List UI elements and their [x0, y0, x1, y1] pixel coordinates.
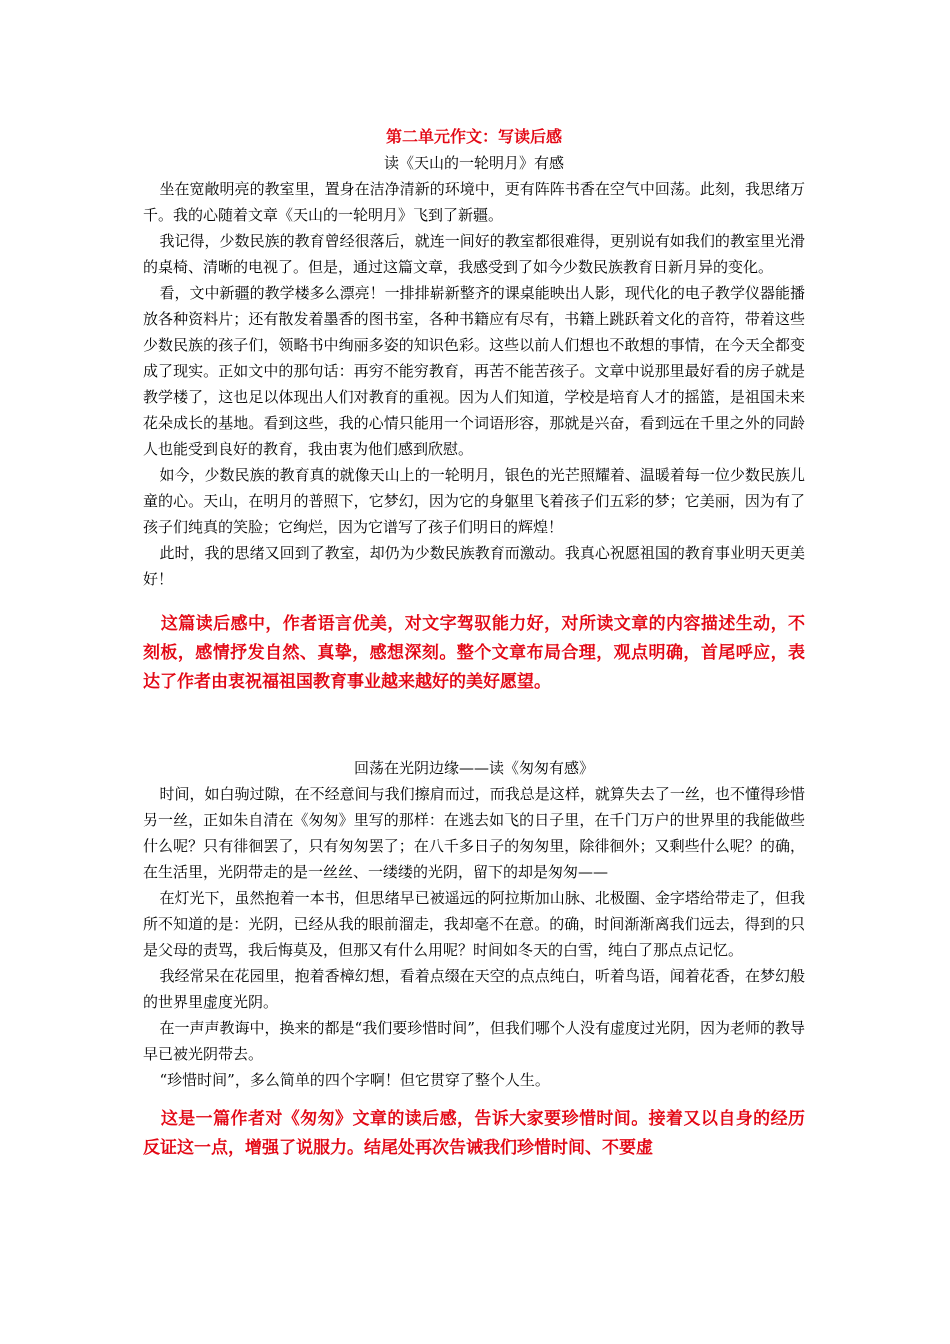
essay1-paragraph: 如今，少数民族的教育真的就像天山上的一轮明月，银色的光芒照耀着、温暖着每一位少数民族儿童的心。天山，在明月的普照下，它梦幻，因为它的身躯里飞着孩子们五彩的梦；它美丽，因为有了孩子们纯真的笑脸；它绚烂，因为它谱写了孩子们明日的辉煌！: [143, 466, 805, 536]
essay2-subtitle: 回荡在光阴边缘——读《匆匆有感》: [353, 759, 594, 777]
essay2-paragraph: 在灯光下，虽然抱着一本书，但思绪早已被遥远的阿拉斯加山脉、北极圈、金字塔给带走了，但我所不知道的是：光阴，已经从我的眼前溜走，我却毫不在意。的确，时间渐渐离我们远去，得到的只是父母的责骂，我后悔莫及，但那又有什么用呢？时间如冬天的白雪，纯白了那点点记忆。: [143, 889, 805, 959]
essay1-paragraph: 我记得，少数民族的教育曾经很落后，就连一间好的教室都很难得，更别说有如我们的教室里光滑的桌椅、清晰的电视了。但是，通过这篇文章，我感受到了如今少数民族教育日新月异的变化。: [143, 232, 805, 276]
essay2-paragraph: 在一声声教诲中，换来的都是“我们要珍惜时间”，但我们哪个人没有虚度过光阴，因为老师的教导早已被光阴带去。: [143, 1019, 805, 1063]
essay2-comment: 这是一篇作者对《匆匆》文章的读后感，告诉大家要珍惜时间。接着又以自身的经历反证这一点，增强了说服力。结尾处再次告诫我们珍惜时间、不要虚: [143, 1109, 805, 1158]
essay1-paragraph: 坐在宽敞明亮的教室里，置身在洁净清新的环境中，更有阵阵书香在空气中回荡。此刻，我思绪万千。我的心随着文章《天山的一轮明月》飞到了新疆。: [143, 180, 805, 224]
page-title: 第二单元作文：写读后感: [385, 127, 562, 146]
essay2-paragraph: 我经常呆在花园里，抱着香樟幻想，看着点缀在天空的点点纯白，听着鸟语，闻着花香，在梦幻般的世界里虚度光阴。: [143, 967, 805, 1011]
essay1-paragraph: 此时，我的思绪又回到了教室，却仍为少数民族教育而激动。我真心祝愿祖国的教育事业明天更美好！: [143, 544, 805, 588]
spacer: [143, 592, 805, 610]
essay1-comment: 这篇读后感中，作者语言优美，对文字驾驭能力好，对所读文章的内容描述生动，不刻板，感情抒发自然、真挚，感想深刻。整个文章布局合理，观点明确，首尾呼应，表达了作者由衷祝福祖国教育事业越来越好的美好愿望。: [143, 614, 805, 692]
spacer: [143, 1093, 805, 1105]
spacer: [143, 697, 805, 755]
essay2-paragraph: “珍惜时间”，多么简单的四个字啊！但它贯穿了整个人生。: [159, 1071, 550, 1089]
document-page: [143, 124, 805, 1163]
essay1-subtitle: 读《天山的一轮明月》有感: [383, 154, 564, 172]
essay2-paragraph: 时间，如白驹过隙，在不经意间与我们擦肩而过，而我总是这样，就算失去了一丝，也不懂得珍惜另一丝，正如朱自清在《匆匆》里写的那样：在逃去如飞的日子里，在千门万户的世界里的我能做些什么呢？只有徘徊罢了，只有匆匆罢了；在八千多日子的匆匆里，除徘徊外；又剩些什么呢？的确，在生活里，光阴带走的是一丝丝、一缕缕的光阴，留下的却是匆匆——: [143, 785, 805, 881]
essay1-paragraph: 看，文中新疆的教学楼多么漂亮！一排排崭新整齐的课桌能映出人影，现代化的电子教学仪器能播放各种资料片；还有散发着墨香的图书室，各种书籍应有尽有，书籍上跳跃着文化的音符，带着这些少数民族的孩子们，领略书中绚丽多姿的知识色彩。这些以前人们想也不敢想的事情，在今天全都变成了现实。正如文中的那句话：再穷不能穷教育，再苦不能苦孩子。文章中说那里最好看的房子就是教学楼了，这也足以体现出人们对教育的重视。因为人们知道，学校是培育人才的摇篮，是祖国未来花朵成长的基地。看到这些，我的心情只能用一个词语形容，那就是兴奋，看到远在千里之外的同龄人也能受到良好的教育，我由衷为他们感到欣慰。: [143, 284, 805, 458]
